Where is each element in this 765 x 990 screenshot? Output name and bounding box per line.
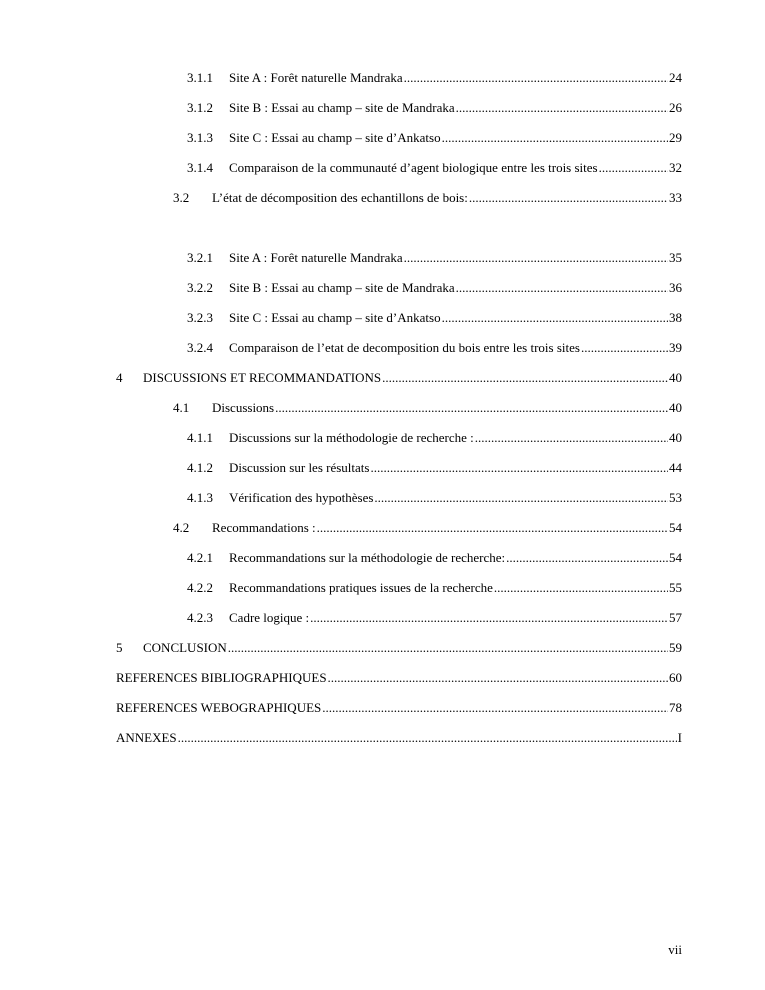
toc-dot-leader [442,126,668,144]
toc-entry[interactable] [187,579,682,597]
toc-entry-page: 78 [669,700,682,715]
toc-entry-number: 5 [116,640,123,655]
toc-entry[interactable] [187,69,682,87]
toc-entry[interactable] [187,129,682,147]
toc-entry[interactable] [173,189,682,207]
toc-dot-leader [310,606,668,624]
toc-dot-leader [275,396,668,414]
toc-entry-title: ANNEXES [116,730,177,745]
toc-entry-number: 4.2.3 [187,610,213,625]
toc-entry-title: Recommandations pratiques issues de la recherche [229,580,493,595]
toc-entry-title: REFERENCES WEBOGRAPHIQUES [116,700,322,715]
toc-entry[interactable] [187,309,682,327]
toc-dot-leader [456,276,668,294]
toc-entry-page: 38 [669,310,682,325]
toc-entry-page: 53 [669,490,682,505]
toc-dot-leader [328,666,668,684]
toc-entry-page: 55 [669,580,682,595]
toc-entry-title: Site A : Forêt naturelle Mandraka [229,250,403,265]
toc-entry-title: CONCLUSION [143,640,227,655]
toc-entry-page: I [677,730,682,745]
toc-dot-leader [599,156,668,174]
toc-dot-leader [404,246,668,264]
toc-entry-number: 4.1.3 [187,490,213,505]
toc-dot-leader [322,696,668,714]
toc-entry-title: Site B : Essai au champ – site de Mandraka [229,100,455,115]
toc-entry-title: Recommandations sur la méthodologie de recherche: [229,550,506,565]
toc-entry[interactable] [187,459,682,477]
toc-entry-page: 54 [669,550,682,565]
toc-dot-leader [374,486,668,504]
toc-entry-number: 4.1 [173,400,190,415]
toc-entry-number: 4.2 [173,520,190,535]
toc-entry-number: 3.2.4 [187,340,213,355]
toc-entry-number: 3.1.3 [187,130,213,145]
toc-entry-number: 3.2 [173,190,190,205]
toc-entry-title: Cadre logique : [229,610,310,625]
toc-entry-title: Comparaison de la communauté d’agent biologique entre les trois sites [229,160,598,175]
toc-entry[interactable] [187,99,682,117]
toc-entry-page: 33 [669,190,682,205]
toc-entry[interactable] [116,639,682,657]
toc-entry-title: Recommandations : [212,520,316,535]
toc-entry[interactable] [187,339,682,357]
toc-dot-leader [581,336,668,354]
toc-entry-page: 35 [669,250,682,265]
toc-dot-leader [456,96,668,114]
toc-entry-title: L’état de décomposition des echantillons de bois: [212,190,468,205]
toc-entry-page: 60 [669,670,682,685]
toc-entry-title: Site C : Essai au champ – site d’Ankatso [229,130,441,145]
toc-entry-title: DISCUSSIONS ET RECOMMANDATIONS [143,370,382,385]
toc-entry[interactable] [187,159,682,177]
toc-entry-page: 26 [669,100,682,115]
toc-dot-leader [228,636,668,654]
toc-entry-title: Comparaison de l’etat de decomposition du bois entre les trois sites [229,340,580,355]
toc-entry-page: 29 [669,130,682,145]
toc-entry-page: 40 [669,400,682,415]
toc-entry[interactable] [187,549,682,567]
toc-entry-number: 3.1.4 [187,160,213,175]
toc-dot-leader [382,366,668,384]
toc-entry-page: 44 [669,460,682,475]
toc-entry-number: 4.1.2 [187,460,213,475]
toc-dot-leader [494,576,668,594]
toc-entry-page: 39 [669,340,682,355]
toc-entry[interactable] [187,489,682,507]
toc-dot-leader [404,66,668,84]
toc-dot-leader [469,186,668,204]
toc-entry-number: 3.1.2 [187,100,213,115]
toc-entry[interactable] [173,519,682,537]
toc-entry-number: 3.2.1 [187,250,213,265]
toc-entry-title: Discussions [212,400,275,415]
toc-entry[interactable] [187,429,682,447]
toc-entry-page: 32 [669,160,682,175]
toc-entry-page: 59 [669,640,682,655]
toc-entry[interactable] [187,609,682,627]
toc-entry-page: 36 [669,280,682,295]
toc-entry-number: 3.2.3 [187,310,213,325]
toc-entry-title: Site B : Essai au champ – site de Mandraka [229,280,455,295]
toc-entry-title: Vérification des hypothèses [229,490,374,505]
toc-dot-leader [442,306,668,324]
toc-entry-number: 4 [116,370,123,385]
toc-entry-number: 4.2.2 [187,580,213,595]
toc-entry[interactable] [187,279,682,297]
toc-entry-title: Site C : Essai au champ – site d’Ankatso [229,310,441,325]
toc-dot-leader [506,546,668,564]
toc-entry-page: 24 [669,70,682,85]
toc-dot-leader [178,726,677,744]
toc-dot-leader [475,426,668,444]
toc-entry-number: 3.2.2 [187,280,213,295]
toc-entry[interactable] [116,369,682,387]
toc-entry-number: 3.1.1 [187,70,213,85]
toc-entry-title: Discussions sur la méthodologie de recherche : [229,430,474,445]
toc-entry[interactable] [116,729,682,747]
toc-entry[interactable] [173,399,682,417]
toc-entry-number: 4.1.1 [187,430,213,445]
toc-entry-page: 40 [669,430,682,445]
toc-entry-page: 40 [669,370,682,385]
toc-entry-title: Discussion sur les résultats [229,460,370,475]
toc-entry[interactable] [116,699,682,717]
toc-entry-number: 4.2.1 [187,550,213,565]
toc-entry[interactable] [187,249,682,267]
page-number: vii [668,942,682,957]
toc-entry-page: 57 [669,610,682,625]
toc-entry-title: Site A : Forêt naturelle Mandraka [229,70,403,85]
toc-dot-leader [317,516,668,534]
toc-entry-title: REFERENCES BIBLIOGRAPHIQUES [116,670,327,685]
toc-entry[interactable] [116,669,682,687]
toc-entry-page: 54 [669,520,682,535]
toc-dot-leader [370,456,668,474]
